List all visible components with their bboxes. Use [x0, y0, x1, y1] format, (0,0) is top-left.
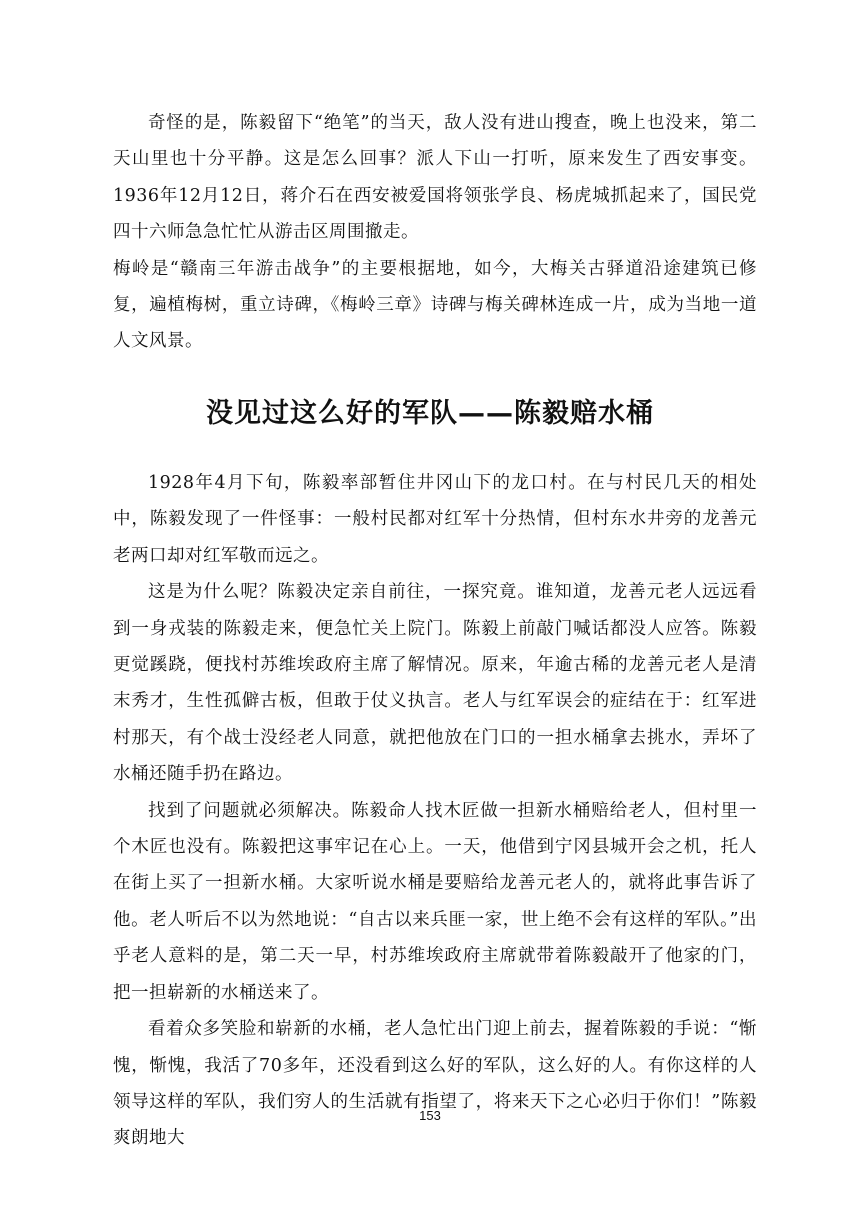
body-paragraph: 这是为什么呢？陈毅决定亲自前往，一探究竟。谁知道，龙善元老人远远看到一身戎装的陈毅走来，便急忙关上院门。陈毅上前敲门喊话都没人应答。陈毅更觉蹊跷，便找村苏维埃政府主席了解情况。原来，年逾古稀的龙善元老人是清末秀才，生性孤僻古板，但敢于仗义执言。老人与红军误会的症结在于：红军进村那天，有个战士没经老人同意，就把他放在门口的一担水桶拿去挑水，弄坏了水桶还随手扔在路边。 [113, 582, 757, 785]
section-title: 没见过这么好的军队——陈毅赔水桶 [206, 398, 654, 429]
body-paragraph: 找到了问题就必须解决。陈毅命人找木匠做一担新水桶赔给老人，但村里一个木匠也没有。陈毅把这事牢记在心上。一天，他借到宁冈县城开会之机，托人在街上买了一担新水桶。大家听说水桶是要赔给龙善元老人的，就将此事告诉了他。老人听后不以为然地说：“自古以来兵匪一家，世上绝不会有这样的军队。”出乎老人意料的是，第二天一早，村苏维埃政府主席就带着陈毅敲开了他家的门，把一担崭新的水桶送来了。 [113, 800, 757, 1003]
page-number: 153 [419, 1108, 441, 1123]
section-body [113, 465, 757, 1157]
body-paragraph: 看着众多笑脸和崭新的水桶，老人急忙出门迎上前去，握着陈毅的手说：“惭愧，惭愧，我活了70多年，还没看到这么好的军队，这么好的人。有你这样的人领导这样的军队，我们穷人的生活就有指望了，将来天下之心必归于你们！”陈毅爽朗地大 [113, 1019, 757, 1149]
intro-text-block [113, 105, 757, 360]
intro-paragraph-meiling: 梅岭是“赣南三年游击战争”的主要根据地，如今，大梅关古驿道沿途建筑已修复，遍植梅树，重立诗碑，《梅岭三章》诗碑与梅关碑林连成一片，成为当地一道人文风景。 [113, 258, 757, 352]
intro-paragraph: 奇怪的是，陈毅留下“绝笔”的当天，敌人没有进山搜查，晚上也没来，第二天山里也十分平静。这是怎么回事？派人下山一打听，原来发生了西安事变。1936年12月12日，蒋介石在西安被爱国将领张学良、杨虎城抓起来了，国民党四十六师急急忙忙从游击区周围撤走。 [113, 113, 757, 243]
body-paragraph: 1928年4月下旬，陈毅率部暂住井冈山下的龙口村。在与村民几天的相处中，陈毅发现了一件怪事：一般村民都对红军十分热情，但村东水井旁的龙善元老两口却对红军敬而远之。 [113, 473, 757, 566]
